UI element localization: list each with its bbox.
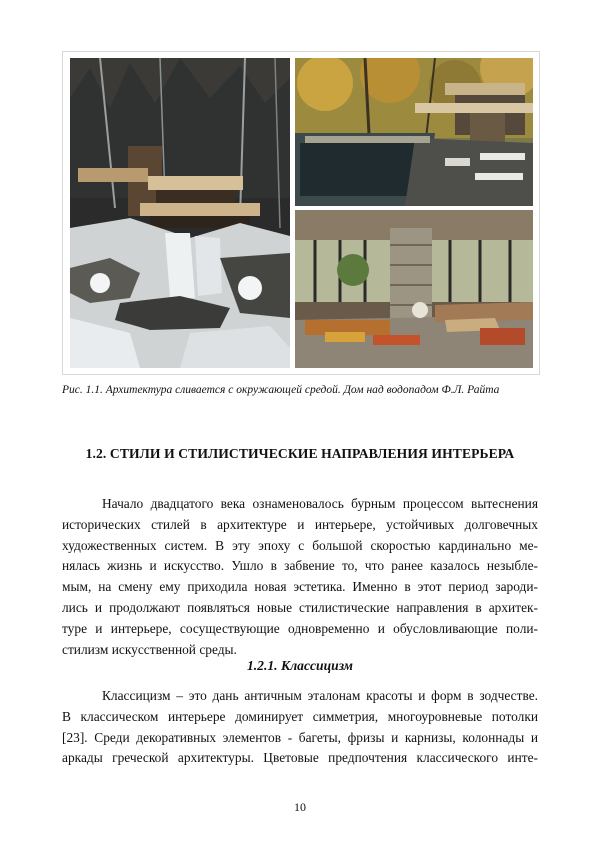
paragraph-line: художественных систем. В эту эпоху с большой скоростью кардинально ме- xyxy=(62,537,538,553)
paragraph-line: лись и продолжают появляться новые стилистические направления в архитек- xyxy=(62,599,538,615)
figure xyxy=(62,51,540,375)
paragraph-line: нялась жизнь и искусство. Ушло в забвение то, что ранее казалось незыбле- xyxy=(62,558,538,574)
living-room-interior-photo xyxy=(295,210,533,368)
section-paragraph xyxy=(62,494,538,660)
figure-caption: Рис. 1.1. Архитектура сливается с окружающей средой. Дом над водопадом Ф.Л. Райта xyxy=(62,384,500,396)
house-over-waterfall-winter-photo xyxy=(70,58,290,368)
page-number: 10 xyxy=(294,800,306,814)
paragraph-line: исторических стилей в архитектуре и интерьере, устойчивых долговечных xyxy=(62,516,538,532)
paragraph-line: В классическом интерьере доминирует симметрия, многоуровневые потолки xyxy=(62,708,538,724)
paragraph-line: Начало двадцатого века ознаменовалось бурным процессом вытеснения xyxy=(102,496,538,511)
subsection-title: 1.2.1. Классицизм xyxy=(246,658,353,673)
paragraph-line: [23]. Среди декоративных элементов - багеты, фризы и карнизы, колоннады и xyxy=(62,729,538,745)
paragraph-line: мым, на смену ему приходила новая эстетика. Именно в этот период зароди- xyxy=(62,579,538,595)
paragraph-line: туре и интерьере, сосуществующие одновременно и обусловливающие поли- xyxy=(62,620,538,636)
subsection-paragraph xyxy=(62,686,538,769)
section-title: 1.2. СТИЛИ И СТИЛИСТИЧЕСКИЕ НАПРАВЛЕНИЯ ИНТЕРЬЕРА xyxy=(85,446,515,461)
paragraph-line: стилизм искусственной среды. xyxy=(62,641,237,657)
paragraph-line: аркады греческой архитектуры. Цветовые предпочтения классического инте- xyxy=(62,750,538,766)
terrace-with-pool-autumn-photo xyxy=(295,58,533,206)
paragraph-line: Классицизм – это дань античным эталонам красоты и форм в зодчестве. xyxy=(102,688,538,703)
